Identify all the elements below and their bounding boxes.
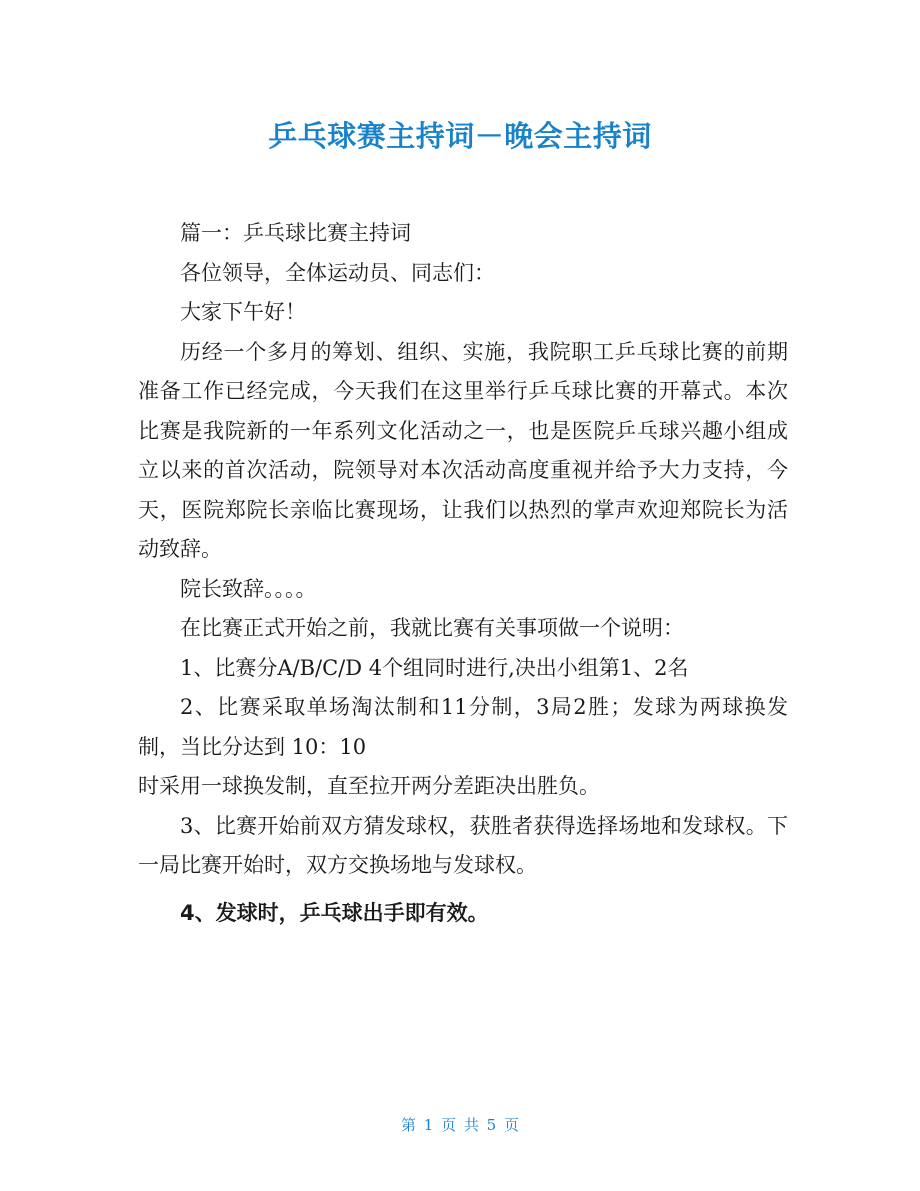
paragraph-rule-1: 1、比赛分A/B/C/D 4个组同时进行,决出小组第1、2名 — [180, 655, 689, 680]
paragraph-rule-4: 4、发球时，乒乓球出手即有效。 — [180, 900, 489, 925]
paragraph-rule-2: 2、比赛采取单场淘汰制和11分制，3局2胜；发球为两球换发制，当比分达到 10：10 — [138, 695, 788, 759]
paragraph-rule-2-continued: 时采用一球换发制，直至拉开两分差距决出胜负。 — [138, 774, 600, 798]
paragraph-greeting: 各位领导，全体运动员、同志们： — [180, 260, 495, 285]
paragraph-director-speech: 院长致辞。。。。 — [180, 576, 317, 601]
paragraph-rule-3: 3、比赛开始前双方猜发球权，获胜者获得选择场地和发球权。下一局比赛开始时，双方交换场地与发球权。 — [138, 813, 788, 877]
page-footer: 第 1 页 共 5 页 — [401, 1116, 519, 1134]
document-body — [138, 214, 788, 933]
paragraph-heading: 篇一：乒乓球比赛主持词 — [180, 221, 411, 245]
paragraph-rules-intro: 在比赛正式开始之前，我就比赛有关事项做一个说明： — [180, 616, 684, 640]
paragraph-good-afternoon: 大家下午好！ — [180, 300, 306, 324]
paragraph-intro: 历经一个多月的筹划、组织、实施，我院职工乒乓球比赛的前期准备工作已经完成，今天我们在这里举行乒乓球比赛的开幕式。本次比赛是我院新的一年系列文化活动之一，也是医院乒乓球兴趣小组成立以来的首次活动，院领导对本次活动高度重视并给予大力支持，今天，医院郑院长亲临比赛现场，让我们以热烈的掌声欢迎郑院长为活动致辞。 — [138, 339, 788, 561]
document-title: 乒乓球赛主持词－晚会主持词 — [268, 119, 652, 153]
